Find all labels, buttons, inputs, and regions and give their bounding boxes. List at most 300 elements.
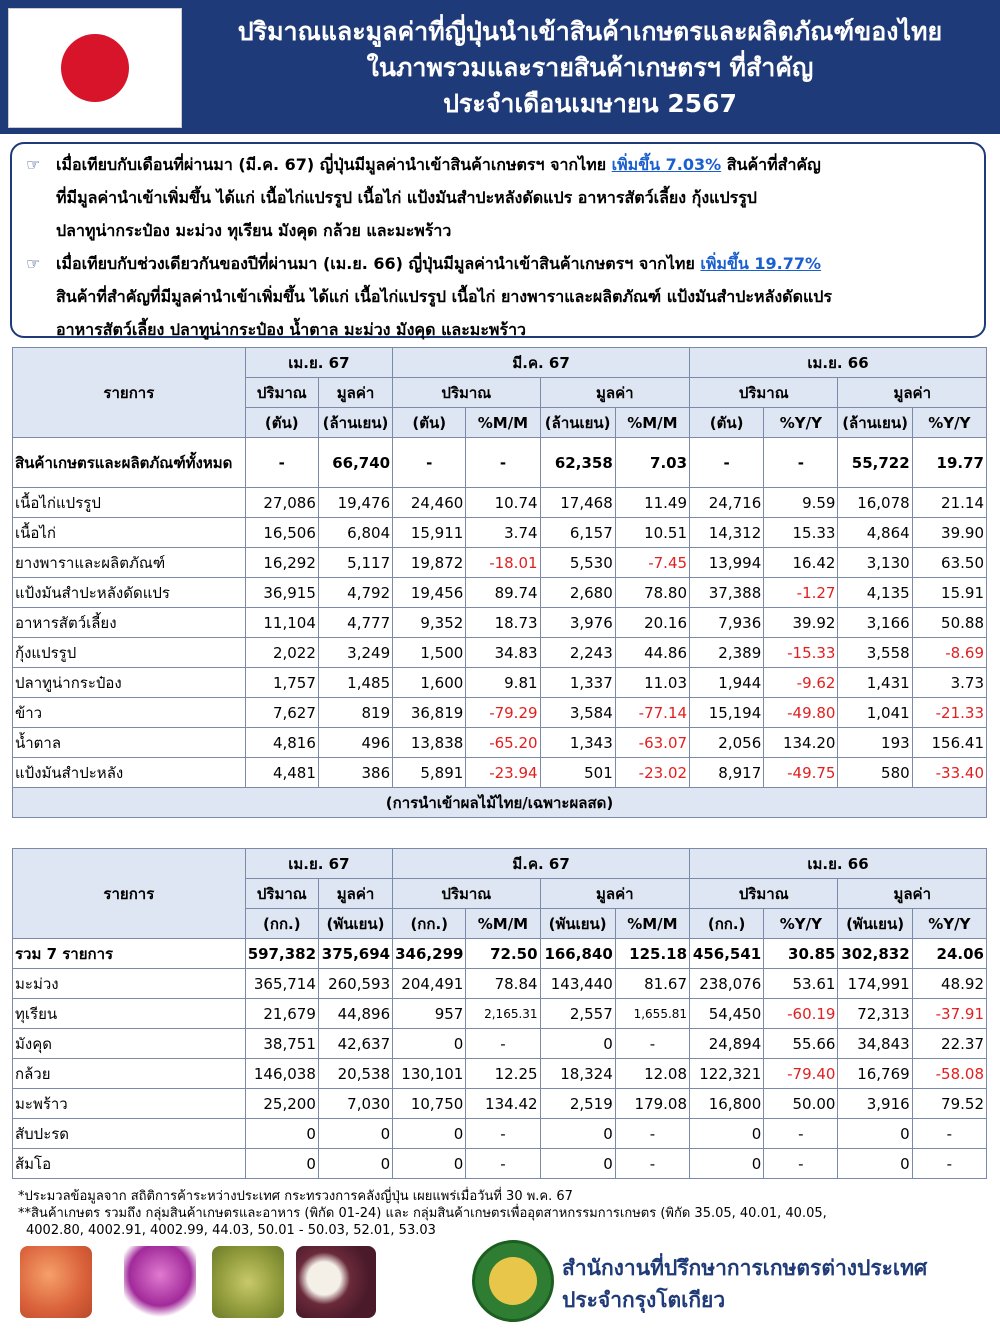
unit-header: (ตัน)	[245, 408, 318, 438]
row-label: แป้งมันสำปะหลังดัดแปร	[13, 578, 246, 608]
period-header: เม.ย. 67	[245, 348, 392, 378]
table-cell: 3,584	[540, 698, 615, 728]
table-cell: 19,456	[393, 578, 466, 608]
table-cell: 125.18	[615, 939, 689, 969]
row-label: รวม 7 รายการ	[13, 939, 246, 969]
table-row	[13, 608, 987, 638]
table-cell: 166,840	[540, 939, 615, 969]
table-cell: 4,816	[245, 728, 318, 758]
table-cell: 17,468	[540, 488, 615, 518]
table-cell: 5,891	[393, 758, 466, 788]
table-cell: -21.33	[912, 698, 986, 728]
table-cell: 3,558	[838, 638, 912, 668]
table-cell: 22.37	[912, 1029, 986, 1059]
table-cell: 365,714	[245, 969, 318, 999]
office-name	[562, 1252, 927, 1316]
sub-header: ปริมาณ	[393, 879, 540, 909]
durian-photo	[212, 1246, 284, 1318]
table-cell: -23.02	[615, 758, 689, 788]
table-cell: 39.90	[912, 518, 986, 548]
table-row	[13, 548, 987, 578]
unit-header: (กก.)	[393, 909, 466, 939]
table-row	[13, 1059, 987, 1089]
table-cell: 2,243	[540, 638, 615, 668]
sub-header: ปริมาณ	[245, 378, 318, 408]
table-row	[13, 969, 987, 999]
row-label: ข้าว	[13, 698, 246, 728]
table-cell: 6,157	[540, 518, 615, 548]
table-cell: 8,917	[690, 758, 764, 788]
sub-header: มูลค่า	[540, 879, 689, 909]
table-cell: -8.69	[912, 638, 986, 668]
table-cell: 18.73	[466, 608, 540, 638]
table-cell: 53.61	[764, 969, 838, 999]
unit-header: %Y/Y	[764, 408, 838, 438]
row-label: น้ำตาล	[13, 728, 246, 758]
table-cell: 16.42	[764, 548, 838, 578]
table-cell: 78.80	[615, 578, 689, 608]
table-cell: 62,358	[540, 438, 615, 488]
table-cell: 10.51	[615, 518, 689, 548]
summary-box	[10, 142, 986, 338]
table-cell: 130,101	[393, 1059, 466, 1089]
table-cell: 7,627	[245, 698, 318, 728]
table-cell: 1,944	[690, 668, 764, 698]
table-cell: -	[764, 1149, 838, 1179]
table-cell: -37.91	[912, 999, 986, 1029]
table-cell: 0	[690, 1149, 764, 1179]
office-line-1: สำนักงานที่ปรึกษาการเกษตรต่างประเทศ	[562, 1256, 928, 1280]
table-cell: 63.50	[912, 548, 986, 578]
table-cell: 21.14	[912, 488, 986, 518]
table-cell: -65.20	[466, 728, 540, 758]
unit-header: %M/M	[466, 408, 540, 438]
table-cell: 36,819	[393, 698, 466, 728]
row-label: กุ้งแปรรูป	[13, 638, 246, 668]
table-cell: 134.42	[466, 1089, 540, 1119]
unit-header: %M/M	[466, 909, 540, 939]
table-cell: 179.08	[615, 1089, 689, 1119]
table-cell: 204,491	[393, 969, 466, 999]
row-label: ปลาทูน่ากระป๋อง	[13, 668, 246, 698]
title-line-1: ปริมาณและมูลค่าที่ญี่ปุ่นนำเข้าสินค้าเกษตรและผลิตภัณฑ์ของไทย	[237, 17, 943, 46]
table-cell: 27,086	[245, 488, 318, 518]
table-cell: -1.27	[764, 578, 838, 608]
summary-line: ปลาทูน่ากระป๋อง มะม่วง ทุเรียน มังคุด กล้วย และมะพร้าว	[56, 221, 452, 240]
table-cell: 16,506	[245, 518, 318, 548]
period-header: เม.ย. 67	[245, 849, 392, 879]
table-cell: 20.16	[615, 608, 689, 638]
table-cell: -18.01	[466, 548, 540, 578]
table-cell: 174,991	[838, 969, 912, 999]
table-cell: 24,460	[393, 488, 466, 518]
table-cell: 13,838	[393, 728, 466, 758]
summary-line: ☞ เมื่อเทียบกับช่วงเดียวกันของปีที่ผ่านมา (เม.ย. 66) ญี่ปุ่นมีมูลค่านำเข้าสินค้าเกษตรฯ จากไทย เพิ่มขึ้น 19.77%	[26, 247, 970, 280]
table-cell: 6,804	[318, 518, 392, 548]
row-label: อาหารสัตว์เลี้ยง	[13, 608, 246, 638]
table-row	[13, 638, 987, 668]
table-cell: 4,481	[245, 758, 318, 788]
table-cell: 39.92	[764, 608, 838, 638]
table-cell: 7,030	[318, 1089, 392, 1119]
agri-import-table	[12, 347, 987, 818]
header-banner	[0, 0, 1000, 134]
table-cell: 50.00	[764, 1089, 838, 1119]
table-cell: 1,655.81	[615, 999, 689, 1029]
table-cell: 1,343	[540, 728, 615, 758]
table-cell: 12.25	[466, 1059, 540, 1089]
table-cell: 19.77	[912, 438, 986, 488]
table-cell: 15,911	[393, 518, 466, 548]
table-cell: 2,165.31	[466, 999, 540, 1029]
shrimp-photo	[20, 1246, 92, 1318]
table-cell: 4,864	[838, 518, 912, 548]
table-cell: 819	[318, 698, 392, 728]
table-cell: 21,679	[245, 999, 318, 1029]
table-cell: 14,312	[690, 518, 764, 548]
table-cell: 36,915	[245, 578, 318, 608]
table-cell: 34.83	[466, 638, 540, 668]
japan-flag-icon	[8, 8, 182, 128]
row-label: สับปะรด	[13, 1119, 246, 1149]
footnote: **สินค้าเกษตร รวมถึง กลุ่มสินค้าเกษตรและอาหาร (พิกัด 01-24) และ กลุ่มสินค้าเกษตรเพื่ออุตสาหกรรมการเกษตร (พิกัด 35.05, 40.01, 40.05,	[18, 1206, 827, 1221]
table-cell: -58.08	[912, 1059, 986, 1089]
table-cell: 15,194	[690, 698, 764, 728]
sub-header: ปริมาณ	[393, 378, 540, 408]
table-cell: 3.74	[466, 518, 540, 548]
table-cell: 0	[318, 1119, 392, 1149]
table-cell: -	[466, 1149, 540, 1179]
summary-line: สินค้าที่สำคัญที่มีมูลค่านำเข้าเพิ่มขึ้น ได้แก่ เนื้อไก่แปรรูป เนื้อไก่ ยางพาราและผลิตภัณฑ์ แป้งมันสำปะหลังดัดแปร	[56, 287, 833, 306]
row-label: ยางพาราและผลิตภัณฑ์	[13, 548, 246, 578]
table-cell: 44.86	[615, 638, 689, 668]
table-cell: -	[912, 1119, 986, 1149]
table-cell: -23.94	[466, 758, 540, 788]
table-cell: 25,200	[245, 1089, 318, 1119]
sub-header: ปริมาณ	[690, 879, 838, 909]
period-header: เม.ย. 66	[690, 849, 987, 879]
table-row	[13, 698, 987, 728]
table-cell: -9.62	[764, 668, 838, 698]
table-cell: 38,751	[245, 1029, 318, 1059]
item-column-header: รายการ	[13, 849, 246, 939]
unit-header: (ตัน)	[393, 408, 466, 438]
table-cell: 0	[540, 1029, 615, 1059]
unit-header: (พันเยน)	[318, 909, 392, 939]
pointing-hand-icon: ☞	[26, 254, 41, 273]
title-line-2: ในภาพรวมและรายสินค้าเกษตรฯ ที่สำคัญ	[366, 53, 814, 82]
table-cell: 7.03	[615, 438, 689, 488]
table-cell: 16,769	[838, 1059, 912, 1089]
footnote: *ประมวลข้อมูลจาก สถิติการค้าระหว่างประเทศ กระทรวงการคลังญี่ปุ่น เผยแพร่เมื่อวันที่ 30 พ.ค. 67	[18, 1189, 573, 1204]
table-cell: -	[615, 1029, 689, 1059]
row-label: แป้งมันสำปะหลัง	[13, 758, 246, 788]
sub-header: มูลค่า	[318, 879, 392, 909]
row-label: เนื้อไก่	[13, 518, 246, 548]
unit-header: (ล้านเยน)	[318, 408, 392, 438]
table-cell: 18,324	[540, 1059, 615, 1089]
table-cell: 3,130	[838, 548, 912, 578]
table-cell: 957	[393, 999, 466, 1029]
fruit-section-separator: (การนำเข้าผลไม้ไทย/เฉพาะผลสด)	[13, 788, 987, 818]
table-cell: 4,792	[318, 578, 392, 608]
table-row	[13, 999, 987, 1029]
table-cell: 78.84	[466, 969, 540, 999]
table-cell: -77.14	[615, 698, 689, 728]
table-cell: 580	[838, 758, 912, 788]
sub-header: ปริมาณ	[245, 879, 318, 909]
table-cell: -	[466, 1119, 540, 1149]
fruit-import-table	[12, 848, 987, 1179]
table-cell: 9.81	[466, 668, 540, 698]
table-cell: 5,530	[540, 548, 615, 578]
sub-header: มูลค่า	[838, 879, 987, 909]
table-cell: 55,722	[838, 438, 912, 488]
pointing-hand-icon: ☞	[26, 155, 41, 174]
table-cell: 1,500	[393, 638, 466, 668]
table-cell: -	[912, 1149, 986, 1179]
table-cell: -49.80	[764, 698, 838, 728]
table-cell: 66,740	[318, 438, 392, 488]
table-cell: 89.74	[466, 578, 540, 608]
table-cell: 4,777	[318, 608, 392, 638]
table-cell: 302,832	[838, 939, 912, 969]
table-cell: 48.92	[912, 969, 986, 999]
table-row	[13, 438, 987, 488]
period-header: มี.ค. 67	[393, 849, 690, 879]
table-cell: 11,104	[245, 608, 318, 638]
table-cell: 0	[393, 1149, 466, 1179]
footnote: 4002.80, 4002.91, 4002.99, 44.03, 50.01 - 50.03, 52.01, 53.03	[26, 1223, 436, 1238]
table-cell: 146,038	[245, 1059, 318, 1089]
row-label: กล้วย	[13, 1059, 246, 1089]
unit-header: %Y/Y	[912, 909, 986, 939]
table-cell: 5,117	[318, 548, 392, 578]
table-cell: 0	[245, 1119, 318, 1149]
table-cell: 501	[540, 758, 615, 788]
table-cell: -	[466, 1029, 540, 1059]
table-cell: 386	[318, 758, 392, 788]
table-cell: 156.41	[912, 728, 986, 758]
unit-header: (กก.)	[690, 909, 764, 939]
table-row	[13, 1029, 987, 1059]
table-row	[13, 728, 987, 758]
table-cell: 11.03	[615, 668, 689, 698]
table-cell: 50.88	[912, 608, 986, 638]
table-cell: 1,337	[540, 668, 615, 698]
table-cell: 3.73	[912, 668, 986, 698]
unit-header: (พันเยน)	[540, 909, 615, 939]
table-row	[13, 1119, 987, 1149]
office-line-2: ประจำกรุงโตเกียว	[562, 1288, 726, 1312]
table-cell: 7,936	[690, 608, 764, 638]
table-cell: 0	[393, 1029, 466, 1059]
table-cell: -	[690, 438, 764, 488]
row-label: สินค้าเกษตรและผลิตภัณฑ์ทั้งหมด	[13, 438, 246, 488]
table-cell: 0	[838, 1119, 912, 1149]
table-cell: 24,894	[690, 1029, 764, 1059]
row-label: เนื้อไก่แปรรูป	[13, 488, 246, 518]
footnotes	[18, 1188, 988, 1239]
table-cell: 0	[393, 1119, 466, 1149]
table-cell: 0	[318, 1149, 392, 1179]
table-cell: 238,076	[690, 969, 764, 999]
period-header: มี.ค. 67	[393, 348, 690, 378]
table-cell: 24.06	[912, 939, 986, 969]
department-seal-icon	[472, 1240, 554, 1322]
table-row	[13, 518, 987, 548]
unit-header: %M/M	[615, 408, 689, 438]
table-cell: -79.29	[466, 698, 540, 728]
table-cell: 19,872	[393, 548, 466, 578]
table-cell: -60.19	[764, 999, 838, 1029]
table-cell: -	[615, 1149, 689, 1179]
table-cell: 20,538	[318, 1059, 392, 1089]
table-row	[13, 939, 987, 969]
table-cell: 44,896	[318, 999, 392, 1029]
table-cell: 0	[245, 1149, 318, 1179]
table-cell: 3,976	[540, 608, 615, 638]
table-cell: 0	[540, 1149, 615, 1179]
sub-header: มูลค่า	[318, 378, 392, 408]
table-cell: -7.45	[615, 548, 689, 578]
summary-line: อาหารสัตว์เลี้ยง ปลาทูน่ากระป๋อง น้ำตาล มะม่วง มังคุด และมะพร้าว	[56, 320, 527, 339]
table-cell: 1,485	[318, 668, 392, 698]
table-cell: 2,056	[690, 728, 764, 758]
table-cell: -	[466, 438, 540, 488]
unit-header: (พันเยน)	[838, 909, 912, 939]
page-title	[190, 14, 990, 122]
table-cell: 2,022	[245, 638, 318, 668]
sub-header: มูลค่า	[540, 378, 689, 408]
sub-header: ปริมาณ	[690, 378, 838, 408]
table-cell: 3,916	[838, 1089, 912, 1119]
table-cell: 346,299	[393, 939, 466, 969]
table-cell: 11.49	[615, 488, 689, 518]
table-cell: 72.50	[466, 939, 540, 969]
summary-line: ☞ เมื่อเทียบกับเดือนที่ผ่านมา (มี.ค. 67) ญี่ปุ่นมีมูลค่านำเข้าสินค้าเกษตรฯ จากไทย เพิ่มขึ้น 7.03% สินค้าที่สำคัญ	[26, 148, 970, 181]
table-cell: 122,321	[690, 1059, 764, 1089]
table-cell: 1,431	[838, 668, 912, 698]
table-cell: 134.20	[764, 728, 838, 758]
table-cell: 81.67	[615, 969, 689, 999]
table-cell: 2,519	[540, 1089, 615, 1119]
table-cell: 42,637	[318, 1029, 392, 1059]
table-cell: 1,600	[393, 668, 466, 698]
table-cell: 1,041	[838, 698, 912, 728]
table-cell: 0	[838, 1149, 912, 1179]
table-cell: 375,694	[318, 939, 392, 969]
row-label: มะม่วง	[13, 969, 246, 999]
row-label: ทุเรียน	[13, 999, 246, 1029]
table-row	[13, 758, 987, 788]
table-cell: 54,450	[690, 999, 764, 1029]
table-cell: 10.74	[466, 488, 540, 518]
table-cell: 19,476	[318, 488, 392, 518]
row-label: มะพร้าว	[13, 1089, 246, 1119]
table-row	[13, 1089, 987, 1119]
table-cell: -	[764, 438, 838, 488]
table-cell: 2,389	[690, 638, 764, 668]
table-cell: 1,757	[245, 668, 318, 698]
table-cell: -63.07	[615, 728, 689, 758]
table-cell: 3,166	[838, 608, 912, 638]
table-cell: 16,292	[245, 548, 318, 578]
table-cell: 9,352	[393, 608, 466, 638]
orchid-photo	[124, 1246, 196, 1318]
title-line-3: ประจำเดือนเมษายน 2567	[443, 89, 737, 118]
table-cell: 72,313	[838, 999, 912, 1029]
table-cell: -15.33	[764, 638, 838, 668]
unit-header: (กก.)	[245, 909, 318, 939]
table-cell: -79.40	[764, 1059, 838, 1089]
table-cell: 0	[540, 1119, 615, 1149]
item-column-header: รายการ	[13, 348, 246, 438]
table-cell: 34,843	[838, 1029, 912, 1059]
unit-header: %Y/Y	[912, 408, 986, 438]
mom-change-highlight: เพิ่มขึ้น 7.03%	[611, 155, 722, 174]
table-cell: -	[393, 438, 466, 488]
unit-header: %M/M	[615, 909, 689, 939]
table-cell: 2,557	[540, 999, 615, 1029]
table-cell: 9.59	[764, 488, 838, 518]
table-cell: 13,994	[690, 548, 764, 578]
summary-line: ที่มีมูลค่านำเข้าเพิ่มขึ้น ได้แก่ เนื้อไก่แปรรูป เนื้อไก่ แป้งมันสำปะหลังดัดแปร อาหารสัตว์เลี้ยง กุ้งแปรรูป	[56, 188, 757, 207]
table-row	[13, 668, 987, 698]
table-row	[13, 488, 987, 518]
yoy-change-highlight: เพิ่มขึ้น 19.77%	[700, 254, 822, 273]
table-cell: 12.08	[615, 1059, 689, 1089]
table-cell: -	[245, 438, 318, 488]
table-cell: 30.85	[764, 939, 838, 969]
unit-header: (ล้านเยน)	[838, 408, 912, 438]
table-cell: 55.66	[764, 1029, 838, 1059]
table-row	[13, 1149, 987, 1179]
table-cell: 10,750	[393, 1089, 466, 1119]
table-cell: 193	[838, 728, 912, 758]
table-cell: 15.91	[912, 578, 986, 608]
table-cell: -	[615, 1119, 689, 1149]
unit-header: (ตัน)	[690, 408, 764, 438]
table-row	[13, 578, 987, 608]
table-cell: 597,382	[245, 939, 318, 969]
table-cell: 260,593	[318, 969, 392, 999]
unit-header: %Y/Y	[764, 909, 838, 939]
table-cell: -49.75	[764, 758, 838, 788]
table-cell: 456,541	[690, 939, 764, 969]
table-cell: 143,440	[540, 969, 615, 999]
table-cell: 0	[690, 1119, 764, 1149]
table-cell: 496	[318, 728, 392, 758]
table-cell: 3,249	[318, 638, 392, 668]
sub-header: มูลค่า	[838, 378, 987, 408]
table-cell: 37,388	[690, 578, 764, 608]
mangosteen-photo	[296, 1246, 376, 1318]
row-label: มังคุด	[13, 1029, 246, 1059]
period-header: เม.ย. 66	[690, 348, 987, 378]
table-cell: 79.52	[912, 1089, 986, 1119]
table-cell: 16,078	[838, 488, 912, 518]
unit-header: (ล้านเยน)	[540, 408, 615, 438]
table-cell: 15.33	[764, 518, 838, 548]
table-cell: -33.40	[912, 758, 986, 788]
row-label: ส้มโอ	[13, 1149, 246, 1179]
table-cell: 2,680	[540, 578, 615, 608]
table-cell: 24,716	[690, 488, 764, 518]
table-cell: 4,135	[838, 578, 912, 608]
table-cell: -	[764, 1119, 838, 1149]
table-cell: 16,800	[690, 1089, 764, 1119]
